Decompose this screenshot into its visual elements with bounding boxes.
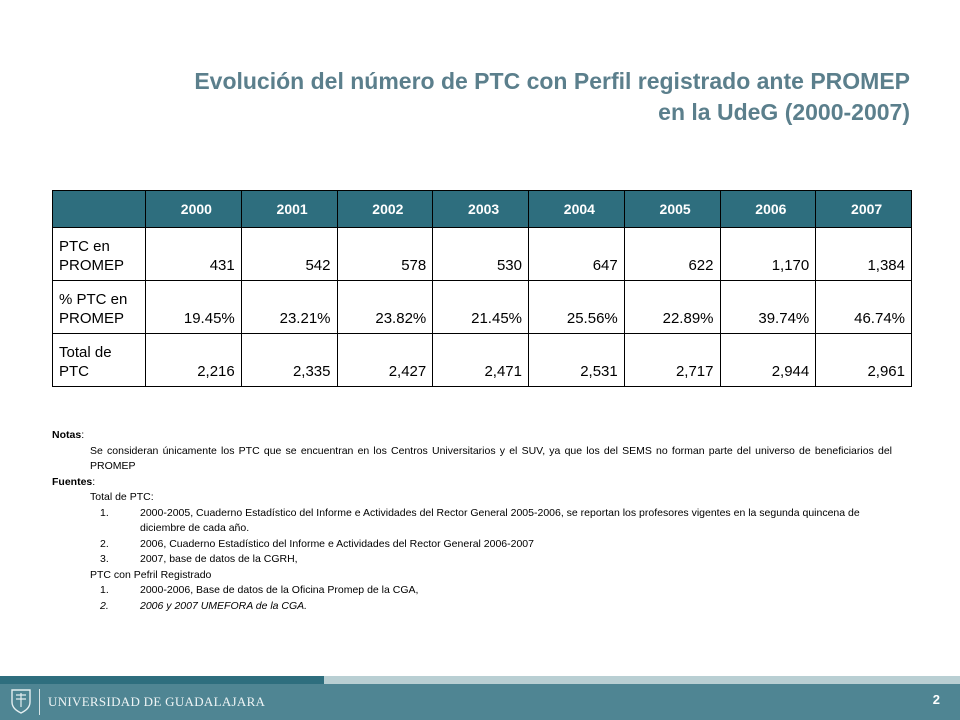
footer-light-bar bbox=[324, 676, 960, 684]
notes-section bbox=[52, 428, 912, 614]
source-item bbox=[52, 537, 912, 553]
year-header: 2002 bbox=[337, 191, 433, 228]
table-cell: 46.74% bbox=[816, 281, 912, 334]
perfil-label: PTC con Pefril Registrado bbox=[90, 568, 212, 581]
university-crest-icon bbox=[10, 688, 32, 714]
table-cell: 530 bbox=[433, 228, 529, 281]
university-name: UNIVERSIDAD DE GUADALAJARA bbox=[48, 694, 266, 709]
footer-separator bbox=[39, 689, 40, 715]
slide-title-line2: en la UdeG (2000-2007) bbox=[658, 99, 910, 125]
perfil-sources bbox=[52, 583, 912, 614]
year-header: 2004 bbox=[529, 191, 625, 228]
table-cell: 2,944 bbox=[720, 334, 816, 387]
notas-text: Se consideran únicamente los PTC que se encuentran en los Centros Universitarios y el SUV, ya que los del SEMS no forman parte del universo de beneficiarios del PROMEP bbox=[90, 444, 892, 472]
table-row-pct-promep bbox=[53, 281, 912, 334]
table-cell: 23.82% bbox=[337, 281, 433, 334]
slide-title-line1: Evolución del número de PTC con Perfil registrado ante PROMEP bbox=[194, 68, 910, 94]
row-label bbox=[53, 281, 146, 334]
year-header: 2007 bbox=[816, 191, 912, 228]
source-number: 2. bbox=[100, 537, 109, 550]
table-cell: 19.45% bbox=[146, 281, 242, 334]
table-cell: 578 bbox=[337, 228, 433, 281]
source-number: 1. bbox=[100, 584, 109, 596]
source-item bbox=[52, 506, 912, 537]
source-text: 2000-2006, Base de datos de la Oficina Promep de la CGA, bbox=[140, 584, 419, 596]
notas-heading: Notas: bbox=[52, 429, 85, 441]
table-cell: 647 bbox=[529, 228, 625, 281]
table-cell: 2,427 bbox=[337, 334, 433, 387]
source-text: 2000-2005, Cuaderno Estadístico del Informe e Actividades del Rector General 2005-2006, se reportan los profesores vigentes en la segunda quincena de diciembre de cada año. bbox=[140, 506, 860, 534]
year-header: 2000 bbox=[146, 191, 242, 228]
source-number: 2. bbox=[100, 599, 109, 612]
source-item bbox=[52, 599, 912, 615]
notas-label: Notas bbox=[52, 429, 82, 441]
row-label-line1: % PTC en bbox=[59, 291, 128, 308]
table-cell: 1,170 bbox=[720, 228, 816, 281]
row-label-line2: PROMEP bbox=[59, 310, 125, 327]
table-cell: 2,961 bbox=[816, 334, 912, 387]
row-label-line2: PROMEP bbox=[59, 257, 125, 274]
year-header: 2003 bbox=[433, 191, 529, 228]
row-label-line1: PTC en bbox=[59, 238, 110, 255]
table-cell: 542 bbox=[241, 228, 337, 281]
fuentes-heading: Fuentes: bbox=[52, 475, 96, 488]
table-header-row bbox=[53, 191, 912, 228]
total-ptc-sources bbox=[52, 506, 912, 568]
table-cell: 22.89% bbox=[624, 281, 720, 334]
source-number: 1. bbox=[100, 506, 109, 519]
year-header: 2005 bbox=[624, 191, 720, 228]
table-cell: 2,216 bbox=[146, 334, 242, 387]
row-label-line2: PTC bbox=[59, 363, 89, 380]
table-cell: 2,471 bbox=[433, 334, 529, 387]
table-cell: 2,335 bbox=[241, 334, 337, 387]
source-text: 2007, base de datos de la CGRH, bbox=[140, 553, 298, 565]
source-text: 2006, Cuaderno Estadístico del Informe e Actividades del Rector General 2006-2007 bbox=[140, 537, 534, 550]
year-header: 2006 bbox=[720, 191, 816, 228]
slide-title bbox=[50, 66, 910, 128]
source-number: 3. bbox=[100, 553, 109, 565]
page-number: 2 bbox=[932, 692, 940, 707]
row-label bbox=[53, 228, 146, 281]
fuentes-label: Fuentes bbox=[52, 475, 93, 488]
table-cell: 622 bbox=[624, 228, 720, 281]
footer-accent-bar bbox=[0, 676, 324, 684]
table-cell: 25.56% bbox=[529, 281, 625, 334]
footer bbox=[0, 684, 960, 720]
table-cell: 39.74% bbox=[720, 281, 816, 334]
table-cell: 2,531 bbox=[529, 334, 625, 387]
table-row-total-ptc bbox=[53, 334, 912, 387]
total-ptc-label: Total de PTC: bbox=[90, 491, 154, 503]
source-text: 2006 y 2007 UMEFORA de la CGA. bbox=[140, 599, 308, 612]
table-cell: 431 bbox=[146, 228, 242, 281]
table-corner-cell bbox=[53, 191, 146, 228]
source-item bbox=[52, 583, 912, 599]
table-cell: 1,384 bbox=[816, 228, 912, 281]
year-header: 2001 bbox=[241, 191, 337, 228]
table-cell: 23.21% bbox=[241, 281, 337, 334]
row-label bbox=[53, 334, 146, 387]
table-cell: 21.45% bbox=[433, 281, 529, 334]
row-label-line1: Total de bbox=[59, 344, 112, 361]
table-cell: 2,717 bbox=[624, 334, 720, 387]
ptc-table bbox=[52, 190, 912, 387]
table-row-ptc-promep bbox=[53, 228, 912, 281]
source-item bbox=[52, 552, 912, 568]
